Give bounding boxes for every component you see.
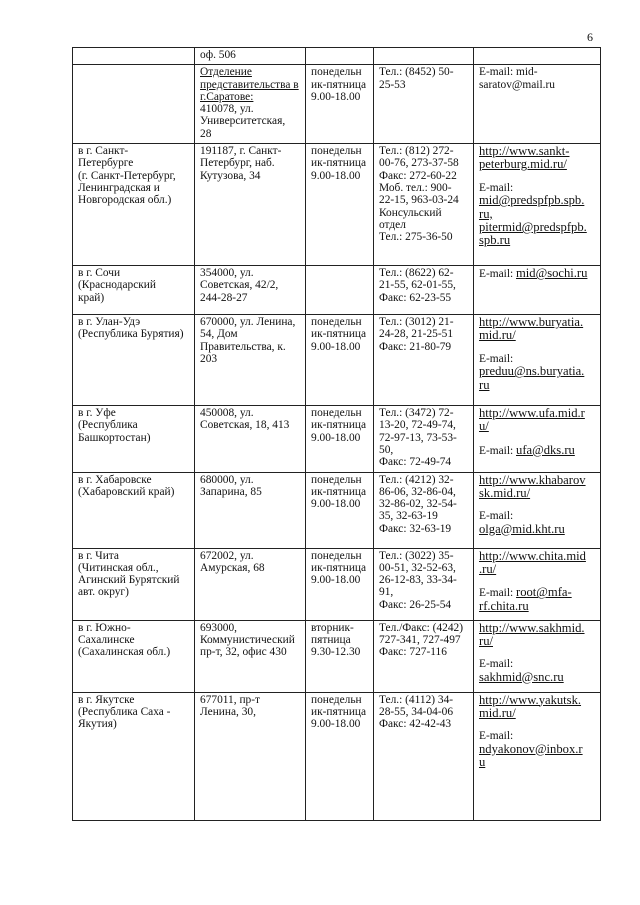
address-text: 450008, ул. Советская, 18, 413	[200, 407, 290, 432]
email-label: E-mail: mid- saratov@mail.ru	[479, 66, 555, 91]
table-row	[73, 472, 601, 548]
hours-cell	[306, 266, 374, 315]
city-cell: в г. Сочи (Краснодарский край)	[73, 266, 195, 315]
address-cell	[195, 266, 306, 315]
email-label: E-mail:	[479, 658, 514, 671]
email-label: E-mail:	[479, 587, 517, 600]
email-label: E-mail:	[479, 352, 514, 365]
address-text: 677011, пр-т Ленина, 30,	[200, 693, 261, 718]
table-row	[73, 65, 601, 144]
address-cell	[195, 144, 306, 266]
table-row	[73, 144, 601, 266]
city-cell: в г. Чита (Читинская обл., Агинский Бурятский авт. округ)	[73, 548, 195, 620]
office-branch-link: Отделение представительства в г.Саратове:	[200, 66, 299, 103]
hours-cell: понедельн ик-пятница 9.00-18.00	[306, 315, 374, 406]
address-cell	[195, 692, 306, 820]
website-link[interactable]: http://www.sakhmid. ru/	[479, 620, 585, 648]
table-row	[73, 315, 601, 406]
hours-cell: понедельн ик-пятница 9.00-18.00	[306, 692, 374, 820]
table-row	[73, 266, 601, 315]
phone-cell: Тел.: (8622) 62- 21-55, 62-01-55, Факс: 62-23-55	[374, 266, 474, 315]
website-link[interactable]: http://www.ufa.mid.r u/	[479, 406, 585, 434]
website-link[interactable]: http://www.sankt- peterburg.mid.ru/	[479, 144, 570, 172]
city-cell: в г. Санкт- Петербурге (г. Санкт-Петербург, Ленинградская и Новгородская обл.)	[73, 144, 195, 266]
phone-cell: Тел.: (3472) 72- 13-20, 72-49-74, 72-97-13, 73-53- 50, Факс: 72-49-74	[374, 406, 474, 472]
representations-table	[72, 47, 601, 821]
address-cell	[195, 620, 306, 692]
address-text: 670000, ул. Ленина, 54, Дом Правительства, к. 203	[200, 316, 296, 365]
city-cell	[73, 48, 195, 65]
web-cell	[474, 144, 601, 266]
web-cell	[474, 65, 601, 144]
table-body	[73, 48, 601, 821]
table-row	[73, 48, 601, 65]
address-cell	[195, 65, 306, 144]
email-link[interactable]: root@mfa- rf.chita.ru	[479, 585, 572, 613]
phone-cell	[374, 48, 474, 65]
web-cell	[474, 315, 601, 406]
email-link[interactable]: preduu@ns.buryatia. ru	[479, 364, 585, 392]
email-label: E-mail:	[479, 444, 517, 457]
phone-cell: Тел.: (4212) 32- 86-06, 32-86-04, 32-86-02, 32-54- 35, 32-63-19 Факс: 32-63-19	[374, 472, 474, 548]
web-cell	[474, 472, 601, 548]
web-cell	[474, 692, 601, 820]
email-link[interactable]: mid@predspfpb.spb. ru,	[479, 193, 585, 221]
email-link[interactable]: sakhmid@snc.ru	[479, 669, 564, 684]
email-label: E-mail:	[479, 181, 514, 194]
address-text: 354000, ул. Советская, 42/2, 244-28-27	[200, 267, 279, 304]
address-cell	[195, 406, 306, 472]
phone-cell: Тел./Факс: (4242) 727-341, 727-497 Факс: 727-116	[374, 620, 474, 692]
website-link[interactable]: http://www.yakutsk. mid.ru/	[479, 692, 582, 720]
web-cell	[474, 548, 601, 620]
address-text: 680000, ул. Запарина, 85	[200, 473, 262, 498]
city-cell: в г. Хабаровске (Хабаровский край)	[73, 472, 195, 548]
hours-cell: понедельн ик-пятница 9.00-18.00	[306, 144, 374, 266]
email-label: E-mail:	[479, 730, 514, 743]
phone-cell: Тел.: (812) 272- 00-76, 273-37-58 Факс: 272-60-22 Моб. тел.: 900- 22-15, 963-03-24 Консульский отдел Тел.: 275-36-50	[374, 144, 474, 266]
city-cell	[73, 65, 195, 144]
table-row	[73, 620, 601, 692]
address-text: 693000, Коммунистический пр-т, 32, офис 430	[200, 621, 295, 659]
address-cell	[195, 48, 306, 65]
phone-cell: Тел.: (8452) 50- 25-53	[374, 65, 474, 144]
hours-cell: вторник- пятница 9.30-12.30	[306, 620, 374, 692]
email-link[interactable]: mid@sochi.ru	[516, 266, 588, 281]
web-cell	[474, 406, 601, 472]
table-row	[73, 548, 601, 620]
city-cell: в г. Якутске (Республика Саха - Якутия)	[73, 692, 195, 820]
address-text: 191187, г. Санкт- Петербург, наб. Кутузова, 34	[200, 145, 282, 182]
hours-cell: понедельн ик-пятница 9.00-18.00	[306, 65, 374, 144]
address-text: 410078, ул. Университетская, 28	[200, 103, 286, 140]
table-row	[73, 406, 601, 472]
website-link[interactable]: http://www.chita.mid .ru/	[479, 548, 586, 576]
address-text: оф. 506	[200, 49, 236, 61]
email-label: E-mail:	[479, 268, 517, 281]
email-link[interactable]: olga@mid.kht.ru	[479, 521, 565, 536]
email-link[interactable]: ufa@dks.ru	[516, 442, 575, 457]
email-link[interactable]: pitermid@predspfpb. spb.ru	[479, 220, 587, 248]
city-cell: в г. Улан-Удэ (Республика Бурятия)	[73, 315, 195, 406]
phone-cell: Тел.: (3012) 21- 24-28, 21-25-51 Факс: 21-80-79	[374, 315, 474, 406]
phone-cell: Тел.: (3022) 35- 00-51, 32-52-63, 26-12-83, 33-34- 91, Факс: 26-25-54	[374, 548, 474, 620]
web-cell	[474, 620, 601, 692]
web-cell	[474, 266, 601, 315]
email-label: E-mail:	[479, 510, 514, 523]
table-row	[73, 692, 601, 820]
address-text: 672002, ул. Амурская, 68	[200, 549, 265, 574]
address-cell	[195, 548, 306, 620]
hours-cell: понедельн ик-пятница 9.00-18.00	[306, 406, 374, 472]
address-cell	[195, 472, 306, 548]
address-cell	[195, 315, 306, 406]
phone-cell: Тел.: (4112) 34- 28-55, 34-04-06 Факс: 42-42-43	[374, 692, 474, 820]
page-number: 6	[587, 30, 593, 44]
web-cell	[474, 48, 601, 65]
hours-cell: понедельн ик-пятница 9.00-18.00	[306, 472, 374, 548]
hours-cell: понедельн ик-пятница 9.00-18.00	[306, 548, 374, 620]
city-cell: в г. Южно- Сахалинске (Сахалинская обл.)	[73, 620, 195, 692]
website-link[interactable]: http://www.khabarov sk.mid.ru/	[479, 472, 586, 500]
website-link[interactable]: http://www.buryatia. mid.ru/	[479, 315, 584, 343]
email-link[interactable]: ndyakonov@inbox.r u	[479, 741, 583, 770]
city-cell: в г. Уфе (Республика Башкортостан)	[73, 406, 195, 472]
hours-cell	[306, 48, 374, 65]
